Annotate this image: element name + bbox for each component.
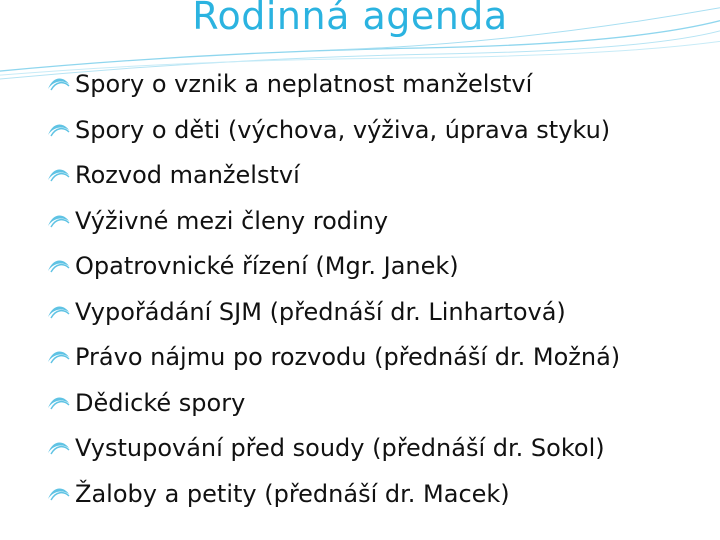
bullet-text: Rozvod manželství: [75, 161, 300, 189]
bullet-text: Spory o děti (výchova, výživa, úprava styku): [75, 115, 611, 144]
bullet-text: Právo nájmu po rozvodu (přednáší dr. Možná): [75, 343, 621, 371]
bullet-text: Spory o vznik a neplatnost manželství: [75, 70, 533, 98]
bullet-text: Žaloby a petity (přednáší dr. Macek): [75, 479, 510, 508]
list-item: [0, 478, 720, 510]
ribbon-bullet-icon: [45, 393, 73, 411]
ribbon-bullet-icon: [45, 256, 73, 274]
bullet-text: Vystupování před soudy (přednáší dr. Sokol): [75, 434, 605, 462]
ribbon-bullet-icon: [45, 211, 73, 229]
list-item: [0, 114, 720, 146]
bullet-text: Výživné mezi členy rodiny: [75, 206, 389, 235]
bullet-text: Opatrovnické řízení (Mgr. Janek): [75, 252, 459, 280]
list-item: [0, 159, 720, 191]
list-item: [0, 432, 720, 464]
ribbon-bullet-icon: [45, 120, 73, 138]
list-item: [0, 68, 720, 100]
ribbon-bullet-icon: [45, 302, 73, 320]
list-item: [0, 250, 720, 282]
list-item: [0, 387, 720, 419]
ribbon-bullet-icon: [45, 347, 73, 365]
ribbon-bullet-icon: [45, 74, 73, 92]
ribbon-bullet-icon: [45, 484, 73, 502]
bullet-text: Dědické spory: [75, 388, 246, 417]
list-item: [0, 296, 720, 328]
bullet-text: Vypořádání SJM (přednáší dr. Linhartová): [75, 297, 566, 326]
slide-title: Rodinná agenda: [192, 0, 508, 38]
ribbon-bullet-icon: [45, 165, 73, 183]
bullet-list: [0, 68, 720, 523]
list-item: [0, 205, 720, 237]
list-item: [0, 341, 720, 373]
ribbon-bullet-icon: [45, 438, 73, 456]
